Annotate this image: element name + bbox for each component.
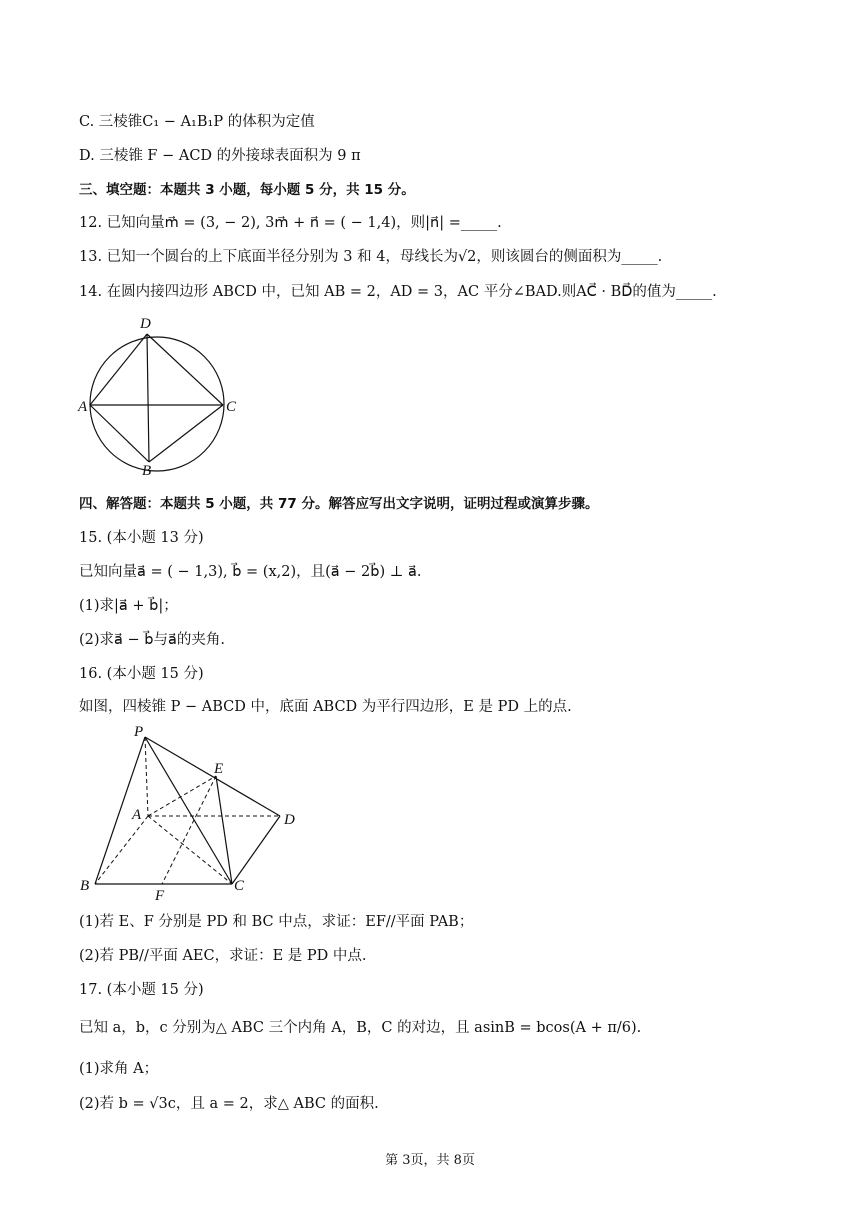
pyramid-edge-ab <box>95 816 148 884</box>
pyramid-edge-pa <box>145 737 148 816</box>
question-15-part1: (1)求|a⃗ + b⃗|； <box>79 598 178 614</box>
option-c: C. 三棱锥C₁ − A₁B₁P 的体积为定值 <box>79 114 315 130</box>
option-d: D. 三棱锥 F − ACD 的外接球表面积为 9 π <box>79 148 361 164</box>
figure-pyramid <box>75 722 305 902</box>
pyramid-edge-pc <box>145 737 232 884</box>
pyramid-label-c: C <box>234 878 245 894</box>
pyramid-label-b: B <box>80 878 90 894</box>
figure1-edge-ab <box>90 405 149 462</box>
figure1-edge-dc <box>147 334 223 405</box>
question-15-part2: (2)求a⃗ − b⃗与a⃗的夹角. <box>79 632 225 648</box>
section-three-heading: 三、填空题：本题共 3 小题，每小题 5 分，共 15 分。 <box>79 182 415 198</box>
pyramid-edge-ec <box>216 776 232 884</box>
question-15-title: 15. (本小题 13 分) <box>79 530 204 546</box>
figure1-circle <box>90 337 224 471</box>
question-16-stem: 如图，四棱锥 P − ABCD 中，底面 ABCD 为平行四边形，E 是 PD 上的点. <box>79 699 572 715</box>
figure1-edge-cb <box>149 405 223 462</box>
figure1-label-d: D <box>140 316 151 332</box>
page-footer: 第 3页，共 8页 <box>385 1153 475 1168</box>
pyramid-edge-cd <box>232 816 280 884</box>
pyramid-label-d: D <box>284 812 295 828</box>
pyramid-label-a: A <box>132 807 142 823</box>
question-12: 12. 已知向量m⃗ = (3, − 2), 3m⃗ + n⃗ = ( − 1,4)，则|n⃗| =_____. <box>79 215 502 231</box>
figure1-edge-da <box>90 334 147 405</box>
section-four-heading: 四、解答题：本题共 5 小题，共 77 分。解答应写出文字说明，证明过程或演算步骤。 <box>79 496 599 512</box>
pyramid-label-e: E <box>214 761 224 777</box>
question-15-stem: 已知向量a⃗ = ( − 1,3), b⃗ = (x,2)，且(a⃗ − 2b⃗) ⊥ a⃗. <box>79 564 422 580</box>
question-17-stem: 已知 a，b，c 分别为△ ABC 三个内角 A，B，C 的对边，且 asinB = bcos(A + π/6). <box>79 1020 642 1036</box>
question-17-part2: (2)若 b = √3c，且 a = 2，求△ ABC 的面积. <box>79 1096 379 1112</box>
question-16-title: 16. (本小题 15 分) <box>79 666 204 682</box>
question-13: 13. 已知一个圆台的上下底面半径分别为 3 和 4，母线长为√2，则该圆台的侧面积为_____. <box>79 249 663 265</box>
pyramid-label-f: F <box>155 888 165 904</box>
pyramid-edge-ef <box>162 776 216 884</box>
figure1-label-c: C <box>226 399 237 415</box>
question-14: 14. 在圆内接四边形 ABCD 中，已知 AB = 2，AD = 3，AC 平分∠BAD.则AC⃗ · BD⃗的值为_____. <box>79 284 717 300</box>
question-17-title: 17. (本小题 15 分) <box>79 982 204 998</box>
pyramid-edge-ac <box>148 816 232 884</box>
figure-cyclic-quadrilateral <box>75 312 250 482</box>
question-16-part1: (1)若 E、F 分别是 PD 和 BC 中点，求证：EF//平面 PAB； <box>79 914 474 930</box>
figure1-label-a: A <box>78 399 88 415</box>
pyramid-edge-pd <box>145 737 280 816</box>
question-17-part1: (1)求角 A； <box>79 1061 159 1077</box>
question-16-part2: (2)若 PB//平面 AEC，求证：E 是 PD 中点. <box>79 948 367 964</box>
pyramid-label-p: P <box>134 724 144 740</box>
figure1-edge-db <box>147 334 149 462</box>
figure1-label-b: B <box>142 463 152 479</box>
